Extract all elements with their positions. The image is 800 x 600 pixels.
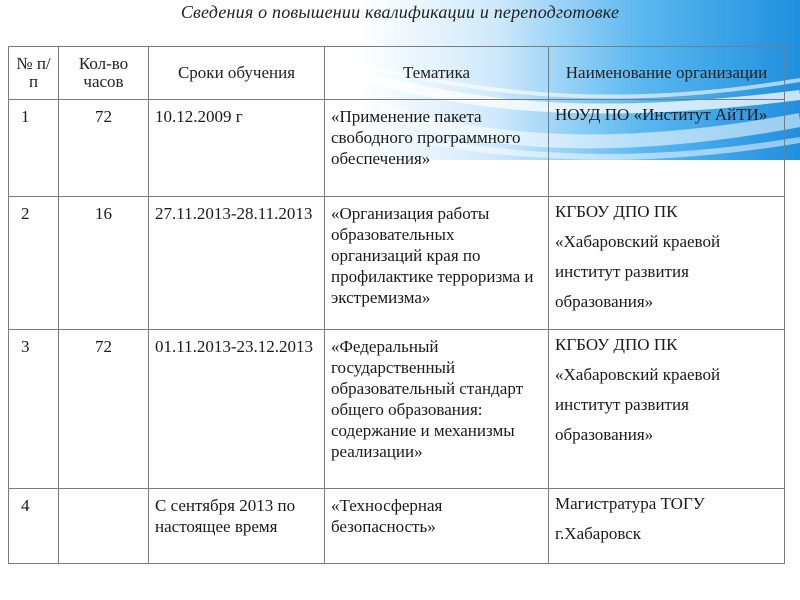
cell-org: Магистратура ТОГУ г.Хабаровск: [549, 489, 785, 564]
cell-hours: 72: [59, 330, 149, 489]
cell-dates: 01.11.2013-23.12.2013: [149, 330, 325, 489]
cell-dates: 10.12.2009 г: [149, 100, 325, 197]
cell-org: КГБОУ ДПО ПК «Хабаровский краевой институт развития образования»: [549, 197, 785, 330]
cell-hours: [59, 489, 149, 564]
cell-dates: С сентября 2013 по настоящее время: [149, 489, 325, 564]
cell-dates: 27.11.2013-28.11.2013: [149, 197, 325, 330]
header-num: № п/п: [9, 47, 59, 100]
cell-num: 1: [9, 100, 59, 197]
table-row: [9, 100, 785, 197]
cell-num: 2: [9, 197, 59, 330]
table-row: [9, 489, 785, 564]
header-org: Наименование организации: [549, 47, 785, 100]
cell-org: НОУД ПО «Институт АйТИ»: [549, 100, 785, 197]
table-row: [9, 330, 785, 489]
header-dates: Сроки обучения: [149, 47, 325, 100]
header-hours: Кол-во часов: [59, 47, 149, 100]
table-row: [9, 197, 785, 330]
table-header-row: [9, 47, 785, 100]
cell-hours: 16: [59, 197, 149, 330]
cell-num: 4: [9, 489, 59, 564]
cell-topic: «Организация работы образовательных организаций края по профилактике терроризма и экстремизма»: [325, 197, 549, 330]
cell-topic: «Применение пакета свободного программного обеспечения»: [325, 100, 549, 197]
cell-topic: «Техносферная безопасность»: [325, 489, 549, 564]
cell-hours: 72: [59, 100, 149, 197]
cell-topic: «Федеральный государственный образовательный стандарт общего образования: содержание и механизмы реализации»: [325, 330, 549, 489]
header-topic: Тематика: [325, 47, 549, 100]
page-title: Сведения о повышении квалификации и переподготовке: [180, 2, 620, 22]
qualification-table: [8, 46, 785, 564]
cell-org: КГБОУ ДПО ПК «Хабаровский краевой институт развития образования»: [549, 330, 785, 489]
cell-num: 3: [9, 330, 59, 489]
